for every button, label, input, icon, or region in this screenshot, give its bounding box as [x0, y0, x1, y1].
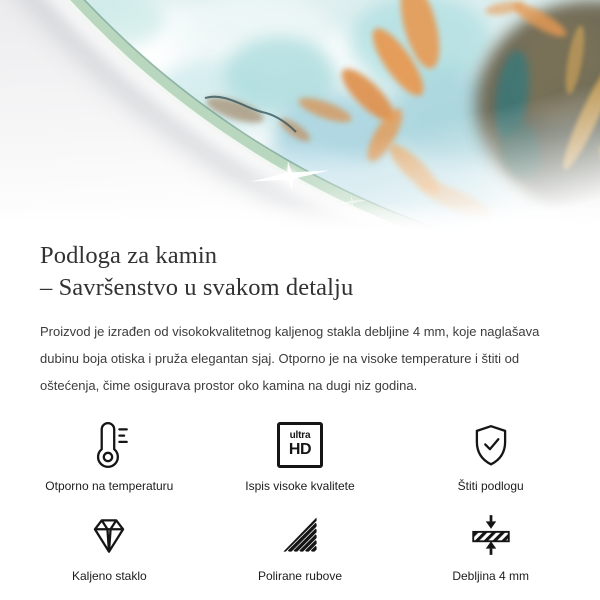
feature-grid [0, 419, 600, 584]
feature-label: Štiti podlogu [457, 478, 524, 493]
ultra-hd-icon-text-bottom: HD [288, 441, 312, 459]
product-content [0, 240, 600, 399]
feature-label: Debljina 4 mm [452, 569, 530, 584]
shield-check-icon [468, 419, 514, 471]
thermometer-icon [86, 419, 132, 471]
polished-edges-icon [277, 509, 323, 561]
feature-label: Polirane rubove [257, 569, 343, 584]
feature-item-protection [395, 419, 586, 493]
feature-item-thickness [395, 509, 586, 583]
glass-panel-art [0, 0, 600, 232]
feature-item-tempered-glass [14, 509, 205, 583]
feature-item-temperature [14, 419, 205, 493]
ultra-hd-icon-text-top: ultra [289, 430, 311, 442]
thickness-icon [468, 509, 514, 561]
feature-item-polished-edges [205, 509, 396, 583]
feature-label: Kaljeno staklo [71, 569, 147, 584]
page-title-line1: Podloga za kamin [40, 242, 218, 269]
feature-label: Ispis visoke kvalitete [245, 478, 355, 493]
product-hero-image [0, 0, 600, 232]
diamond-icon [85, 509, 133, 561]
feature-item-print-quality [205, 419, 396, 493]
product-description: Proizvod je izrađen od visokokvalitetnog kaljenog stakla debljine 4 mm, koje naglašava dubinu boja otiska i pruža elegantan sjaj. Otporno je na visoke temperature i štiti od oštećenja, čime osigurava prostor oko kamina na dugi niz godina. [40, 323, 540, 393]
ultra-hd-icon [277, 419, 323, 471]
feature-label: Otporno na temperaturu [45, 478, 174, 493]
page-title [40, 240, 560, 305]
page-title-line2: – Savršenstvo u svakom detalju [40, 274, 354, 302]
